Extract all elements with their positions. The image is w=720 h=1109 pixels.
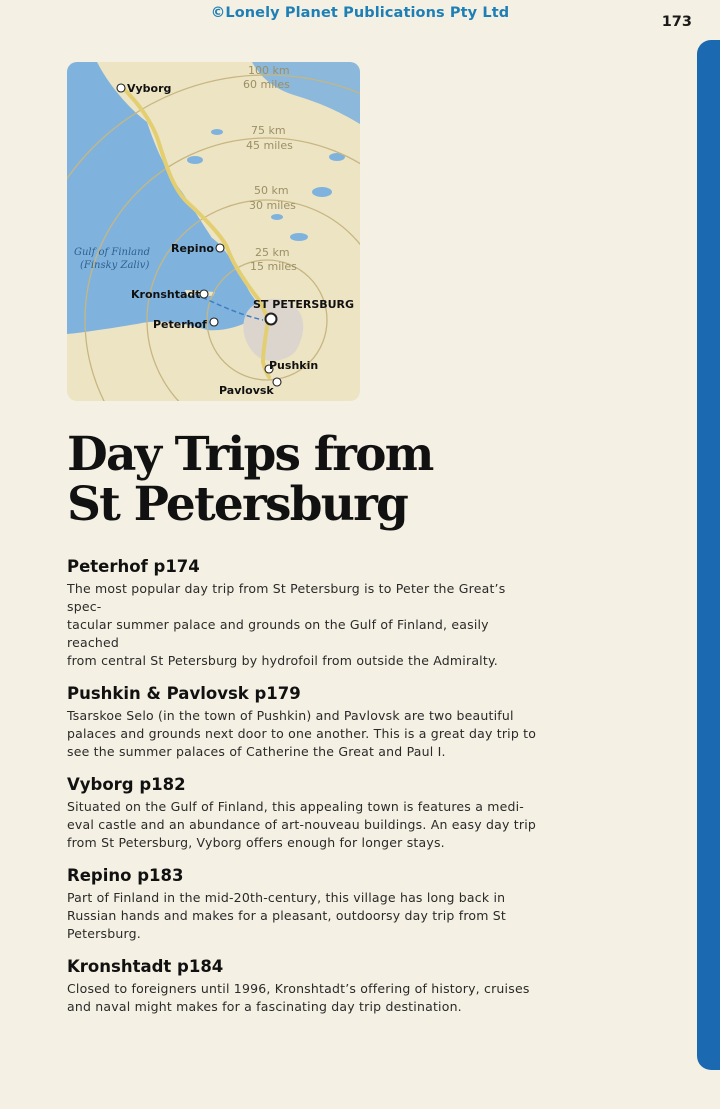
map-lake (290, 233, 308, 241)
peterhof-marker (210, 318, 218, 326)
map-lake (187, 156, 203, 164)
section-body: Part of Finland in the mid-20th-century, this village has long back in Russian hands and makes for a pleasant, outdoorsy day trip from St Petersburg. (67, 890, 507, 941)
section-body: Closed to foreigners until 1996, Kronshtadt’s offering of history, cruises and naval might makes for a fascinating day trip destination. (67, 981, 530, 1014)
st-petersburg-marker (266, 314, 277, 325)
section-heading: Vyborg p182 (67, 775, 186, 794)
water-label-finsky: (Finsky Zaliv) (80, 260, 150, 271)
place-label-vyborg: Vyborg (127, 82, 172, 95)
section-heading: Repino p183 (67, 866, 184, 885)
section-heading: Pushkin & Pavlovsk p179 (67, 684, 301, 703)
destination-pushkin-pavlovsk (67, 683, 537, 761)
ring-label-75km-km: 75 km (251, 124, 286, 137)
page-number: 173 (661, 14, 692, 30)
ring-label-25km-miles: 15 miles (250, 260, 297, 273)
kronshtadt-marker (200, 290, 208, 298)
place-label-kronshtadt: Kronshtadt (131, 288, 201, 301)
copyright-notice: ©Lonely Planet Publications Pty Ltd (210, 5, 510, 21)
ring-label-50km-miles: 30 miles (249, 199, 296, 212)
chapter-side-tab (697, 40, 720, 1070)
chapter-title-line-2: St Petersburg (67, 477, 408, 532)
ring-label-75km-miles: 45 miles (246, 139, 293, 152)
chapter-title (67, 427, 433, 532)
vyborg-marker (117, 84, 125, 92)
destination-peterhof (67, 556, 537, 670)
ring-label-100km-miles: 60 miles (243, 78, 290, 91)
map-lake (271, 214, 283, 220)
locator-map (67, 62, 360, 401)
pavlovsk-marker (273, 378, 281, 386)
place-label-st-petersburg: ST PETERSBURG (253, 298, 355, 311)
destination-vyborg (67, 774, 537, 852)
section-heading: Kronshtadt p184 (67, 957, 224, 976)
map-lake (211, 129, 223, 135)
destination-list (67, 556, 537, 1029)
section-body: The most popular day trip from St Petersburg is to Peter the Great’s spec- tacular summer palace and grounds on the Gulf of Finland, easily reached from central St Petersburg by hydrofoil from outside the Admiralty. (67, 581, 506, 668)
place-label-pushkin: Pushkin (269, 359, 319, 372)
place-label-pavlovsk: Pavlovsk (219, 384, 274, 397)
ring-label-50km-km: 50 km (254, 184, 289, 197)
section-body: Tsarskoe Selo (in the town of Pushkin) and Pavlovsk are two beautiful palaces and grounds next door to one another. This is a great day trip to see the summer palaces of Catherine the Great and Paul I. (67, 708, 537, 759)
map-lake (312, 187, 332, 197)
section-heading: Peterhof p174 (67, 557, 200, 576)
destination-repino (67, 865, 537, 943)
section-body: Situated on the Gulf of Finland, this appealing town is features a medi- eval castle and an abundance of art-nouveau buildings. An easy day trip from St Petersburg, Vyborg offers enough for longer stays. (67, 799, 537, 850)
chapter-title-line-1: Day Trips from (67, 427, 433, 482)
repino-marker (216, 244, 224, 252)
ring-label-25km-km: 25 km (255, 246, 290, 259)
ring-label-100km-km: 100 km (248, 64, 290, 77)
water-label-gulf: Gulf of Finland (74, 247, 150, 258)
place-label-repino: Repino (171, 242, 214, 255)
destination-kronshtadt (67, 956, 537, 1016)
place-label-peterhof: Peterhof (153, 318, 207, 331)
